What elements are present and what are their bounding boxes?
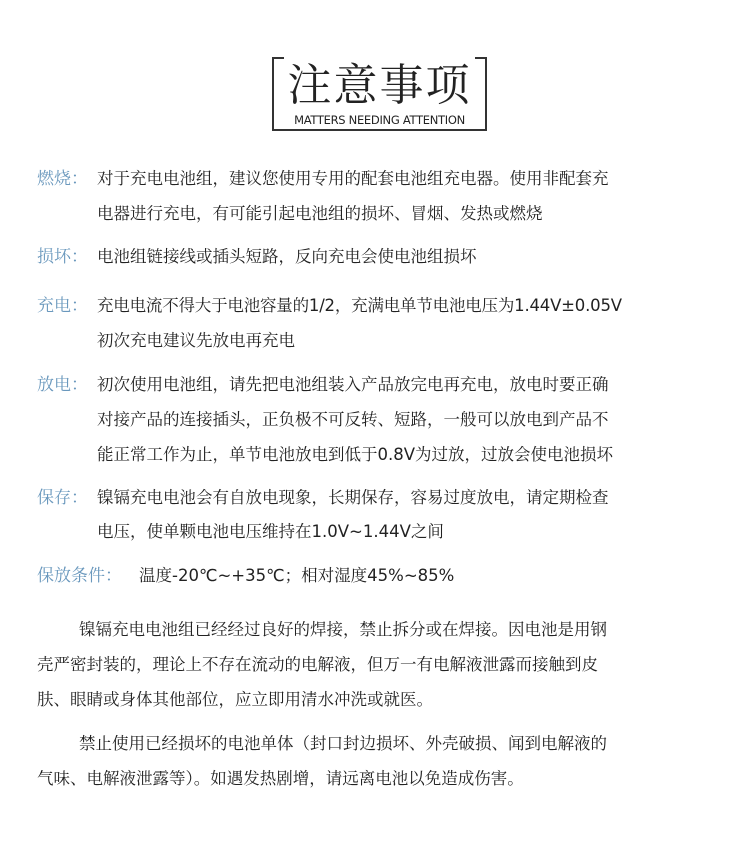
notice-label: 放电： [37,375,88,395]
paragraph-line: 肤、眼睛或身体其他部位，应立即用清水冲洗或就医。 [37,690,433,709]
notice-line: 对接产品的连接插头，正负极不可反转、短路，一般可以放电到产品不 [97,410,609,429]
header [0,0,750,140]
paragraph-line: 气味、电解液泄露等）。如遇发热剧增，请远离电池以免造成伤害。 [37,769,524,788]
notice-label: 燃烧： [37,169,88,189]
notice-line: 初次充电建议先放电再充电 [97,331,295,350]
notice-line: 能正常工作为止，单节电池放电到低于0.8V为过放，过放会使电池损坏 [97,445,614,464]
page-title: 注意事项 [287,60,472,111]
notice-label: 保存： [37,488,88,508]
page-subtitle: MATTERS NEEDING ATTENTION [294,113,465,127]
notice-line: 电器进行充电，有可能引起电池组的损坏、冒烟、发热或燃烧 [97,204,543,223]
notice-line: 电压，使单颗电池电压维持在1.0V~1.44V之间 [97,522,444,541]
title-frame [272,57,487,113]
paragraph-line: 镍镉充电电池组已经经过良好的焊接，禁止拆分或在焊接。因电池是用钢 [79,620,607,639]
notice-label: 保放条件： [37,566,122,586]
paragraph-line: 壳严密封装的，理论上不存在流动的电解液，但万一有电解液泄露而接触到皮 [37,655,598,674]
notice-label: 充电： [37,296,88,316]
notice-line: 电池组链接线或插头短路，反向充电会使电池组损坏 [97,247,477,266]
notice-line: 温度-20℃~+35℃；相对湿度45%~85% [139,566,455,585]
notice-line: 对于充电电池组，建议您使用专用的配套电池组充电器。使用非配套充 [97,169,609,188]
paragraph-line: 禁止使用已经损坏的电池单体（封口封边损坏、外壳破损、闻到电解液的 [79,734,607,753]
subtitle-frame [272,113,487,131]
notice-label: 损坏： [37,247,88,267]
notice-line: 充电电流不得大于电池容量的1/2，充满电单节电池电压为1.44V±0.05V [97,296,622,315]
notice-line: 镍镉充电电池会有自放电现象，长期保存，容易过度放电，请定期检查 [97,488,609,507]
notice-line: 初次使用电池组，请先把电池组装入产品放完电再充电，放电时要正确 [97,375,609,394]
